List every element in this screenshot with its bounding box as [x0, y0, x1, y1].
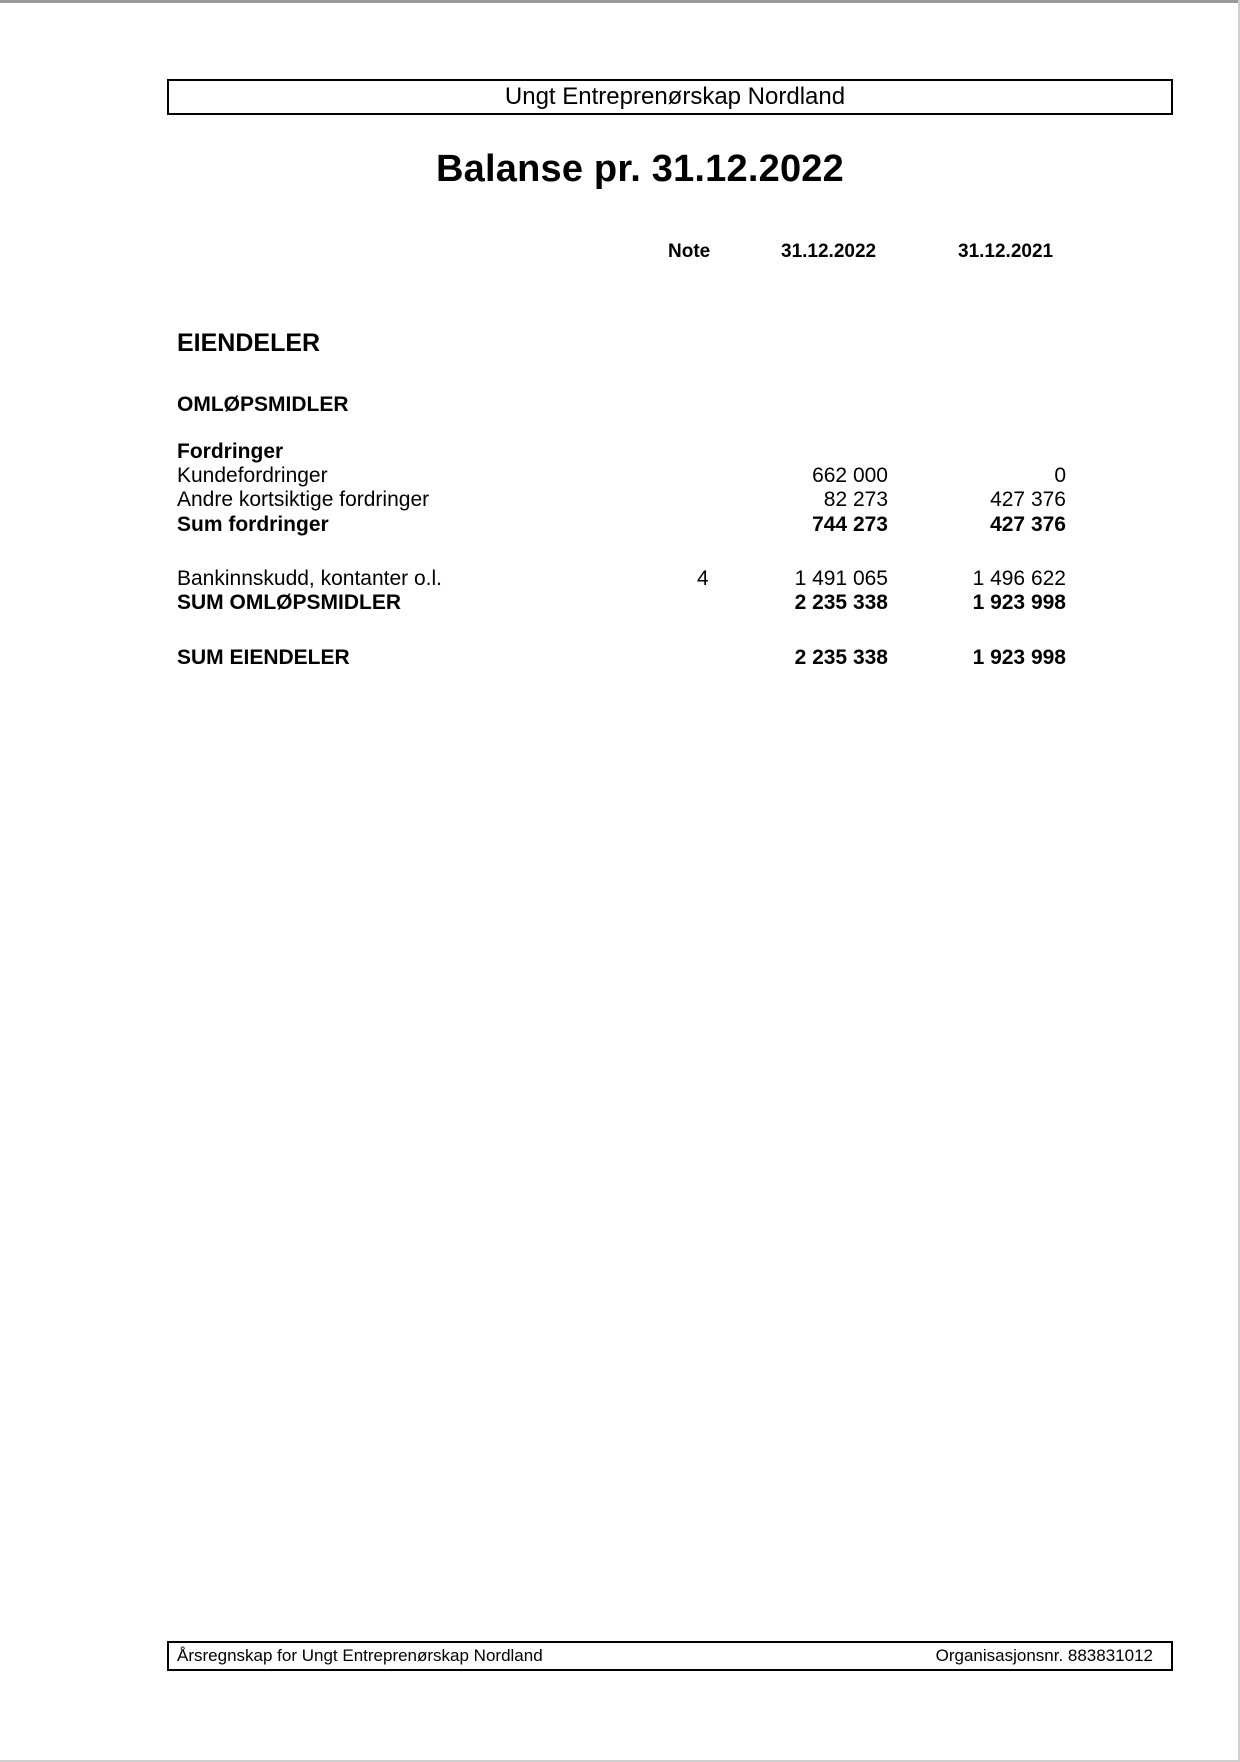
row-label-sum-omlopsmidler: SUM OMLØPSMIDLER: [177, 591, 401, 614]
row-value-sum-fordringer-2021: 427 376: [990, 513, 1066, 536]
row-value-andre-kortsiktige-2021: 427 376: [990, 488, 1066, 511]
page-title: Balanse pr. 31.12.2022: [436, 148, 844, 190]
row-label-sum-fordringer: Sum fordringer: [177, 513, 329, 536]
row-value-sum-eiendeler-2021: 1 923 998: [972, 646, 1066, 669]
section-heading-fordringer: Fordringer: [177, 440, 284, 463]
row-value-kundefordringer-2021: 0: [1054, 464, 1066, 487]
row-value-kundefordringer-2022: 662 000: [812, 464, 888, 487]
row-value-andre-kortsiktige-2022: 82 273: [823, 488, 888, 511]
row-value-sum-omlopsmidler-2021: 1 923 998: [972, 591, 1066, 614]
row-value-sum-omlopsmidler-2022: 2 235 338: [794, 591, 888, 614]
row-value-sum-fordringer-2022: 744 273: [812, 513, 888, 536]
row-label-andre-kortsiktige-fordringer: Andre kortsiktige fordringer: [177, 488, 430, 511]
row-note-bankinnskudd: 4: [697, 567, 709, 590]
row-label-sum-eiendeler: SUM EIENDELER: [177, 646, 350, 669]
organization-name: Ungt Entreprenørskap Nordland: [504, 83, 846, 110]
footer-organization-number: Organisasjonsnr. 883831012: [935, 1646, 1153, 1665]
column-header-note: Note: [668, 241, 711, 262]
column-header-previous-year: 31.12.2021: [958, 241, 1054, 262]
footer-document-title: Årsregnskap for Ungt Entreprenørskap Nordland: [177, 1646, 543, 1665]
section-heading-omlopsmidler: OMLØPSMIDLER: [177, 393, 349, 416]
row-label-bankinnskudd: Bankinnskudd, kontanter o.l.: [177, 567, 443, 590]
organization-header: [167, 79, 1173, 115]
page-top-border: [0, 0, 1240, 3]
row-label-kundefordringer: Kundefordringer: [177, 464, 328, 487]
column-header-current-year: 31.12.2022: [781, 241, 877, 262]
row-value-bankinnskudd-2022: 1 491 065: [794, 567, 888, 590]
section-heading-eiendeler: EIENDELER: [177, 329, 321, 357]
page-footer: [167, 1641, 1173, 1671]
row-value-sum-eiendeler-2022: 2 235 338: [794, 646, 888, 669]
row-value-bankinnskudd-2021: 1 496 622: [972, 567, 1066, 590]
